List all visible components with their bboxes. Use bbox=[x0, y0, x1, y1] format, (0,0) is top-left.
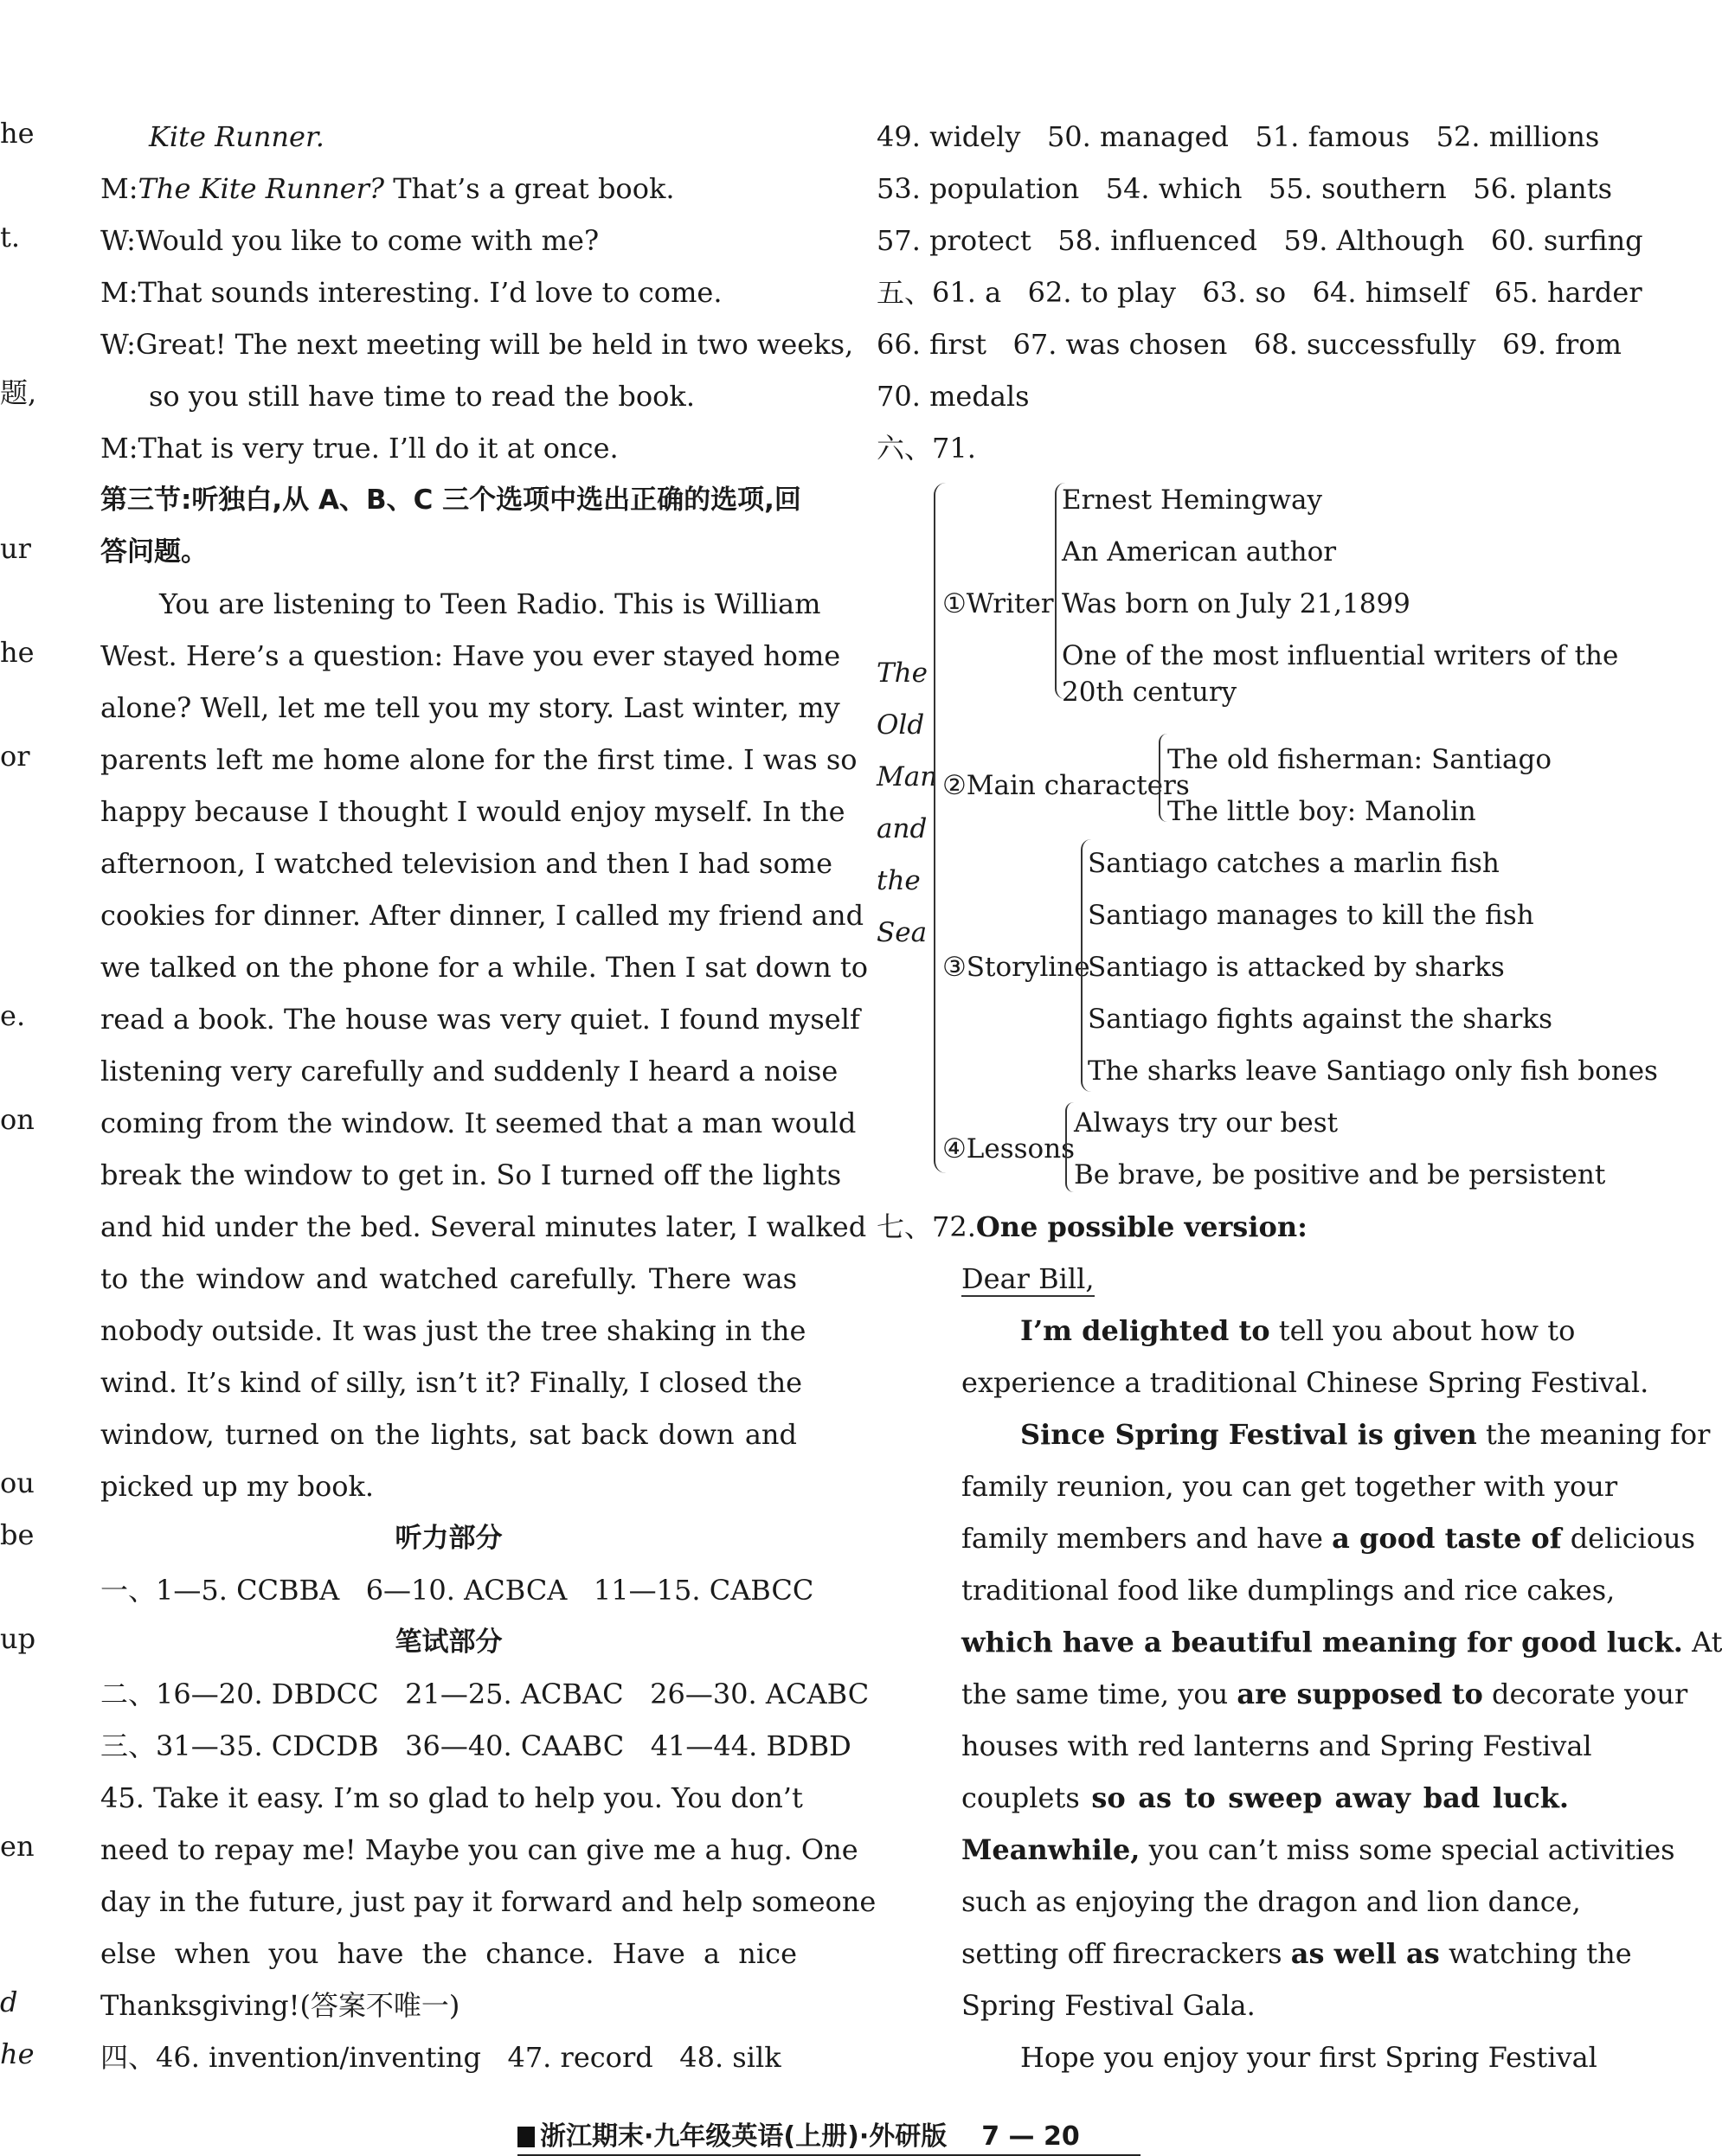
letter-line bbox=[961, 1824, 1675, 1876]
dialogue-text: Would you like to come with me? bbox=[135, 224, 600, 257]
outline-writer-item: An American author bbox=[1062, 536, 1337, 568]
letter-greeting bbox=[961, 1253, 1569, 1305]
listening-heading: 听力部分 bbox=[395, 1523, 503, 1554]
monologue-line: window, turned on the lights, sat back down and bbox=[100, 1418, 797, 1451]
dialogue-line bbox=[100, 163, 797, 215]
lessons-brace bbox=[1065, 1102, 1074, 1192]
letter-text: family members and have bbox=[961, 1522, 1333, 1555]
monologue-line: afternoon, I watched television and then I had some bbox=[100, 847, 833, 880]
answer-section-3: 三、31—35. CDCDB 36—40. CAABC 41—44. BDBD bbox=[100, 1729, 851, 1762]
edge-fragment: or bbox=[0, 740, 30, 773]
letter-text: couplets bbox=[961, 1781, 1092, 1814]
letter-bold: Meanwhile, bbox=[961, 1833, 1141, 1866]
letter-text: the same time, you bbox=[961, 1678, 1237, 1710]
letter-line bbox=[961, 1668, 1688, 1720]
kite-runner-tail: Kite Runner. bbox=[149, 120, 324, 153]
edge-fragment: e. bbox=[0, 999, 26, 1032]
answer-45-line: day in the future, just pay it forward and help someone bbox=[100, 1885, 877, 1918]
letter-bold: so as to sweep away bad luck. bbox=[1091, 1781, 1570, 1814]
letter-line bbox=[961, 1512, 1696, 1564]
outline-characters-item: The old fisherman: Santiago bbox=[1167, 744, 1552, 775]
speaker: M: bbox=[100, 172, 138, 205]
monologue-line: listening very carefully and suddenly I heard a noise bbox=[100, 1055, 839, 1088]
footer-square-icon bbox=[517, 2127, 535, 2147]
section3-title: 第三节:听独白,从 A、B、C 三个选项中选出正确的选项,回 bbox=[100, 484, 801, 516]
monologue bbox=[100, 578, 868, 1512]
outline-title-word: Old bbox=[877, 709, 925, 741]
letter-line: Hope you enjoy your first Spring Festival bbox=[1020, 2041, 1597, 2074]
letter-line bbox=[961, 1408, 1711, 1460]
edge-fragment: up bbox=[0, 1622, 36, 1655]
outline-storyline-label: ③Storyline bbox=[942, 952, 1090, 983]
edge-fragment: 题, bbox=[0, 376, 37, 409]
answer-section-4-cont: 49. widely 50. managed 51. famous 52. millions bbox=[877, 120, 1600, 153]
edge-fragment: he bbox=[0, 2037, 35, 2070]
letter-bold: as well as bbox=[1290, 1937, 1440, 1970]
answer-section-4-cont: 53. population 54. which 55. southern 56. plants bbox=[877, 172, 1612, 205]
answer-45 bbox=[100, 1772, 877, 2031]
monologue-line: to the window and watched carefully. There was bbox=[100, 1262, 797, 1295]
edge-fragment: d bbox=[0, 1986, 18, 2018]
book-outline bbox=[877, 474, 1658, 1201]
right-column bbox=[877, 111, 1722, 2083]
letter-bold: Since Spring Festival is given bbox=[1020, 1418, 1477, 1451]
outline-writer-item: Was born on July 21,1899 bbox=[1062, 588, 1410, 619]
edge-fragment: be bbox=[0, 1518, 35, 1551]
letter-text: decorate your bbox=[1482, 1678, 1688, 1710]
outline-lessons-item: Always try our best bbox=[1074, 1107, 1339, 1139]
dialogue-line bbox=[100, 422, 797, 474]
outline-storyline-item: Santiago fights against the sharks bbox=[1088, 1004, 1553, 1035]
left-column bbox=[100, 111, 877, 2083]
answer-45-line: 45. Take it easy. I’m so glad to help you. You don’t bbox=[100, 1781, 803, 1814]
monologue-line: You are listening to Teen Radio. This is William bbox=[159, 587, 821, 620]
answer-section-5: 66. first 67. was chosen 68. successfully 69. from bbox=[877, 328, 1622, 361]
edge-fragment: ou bbox=[0, 1466, 35, 1499]
speaker: M: bbox=[100, 432, 138, 465]
characters-brace bbox=[1159, 734, 1167, 822]
monologue-line: coming from the window. It seemed that a man would bbox=[100, 1107, 857, 1139]
monologue-line: happy because I thought I would enjoy myself. In the bbox=[100, 795, 845, 828]
outline-title-word: The bbox=[877, 658, 928, 689]
dialogue-italic: The Kite Runner? bbox=[138, 172, 385, 205]
edge-fragment: he bbox=[0, 117, 35, 150]
dialogue bbox=[100, 163, 854, 474]
outline-storyline-item: Santiago is attacked by sharks bbox=[1088, 952, 1505, 983]
edge-fragment: en bbox=[0, 1830, 35, 1863]
footer-title: 浙江期末·九年级英语(上册)·外研版 bbox=[540, 2121, 948, 2152]
monologue-line: and hid under the bed. Several minutes later, I walked bbox=[100, 1210, 867, 1243]
monologue-line: West. Here’s a question: Have you ever stayed home bbox=[100, 639, 841, 672]
letter-line: such as enjoying the dragon and lion dance, bbox=[961, 1885, 1581, 1918]
answer-45-line: need to repay me! Maybe you can give me a hug. One bbox=[100, 1833, 858, 1866]
outline-storyline-item: Santiago catches a marlin fish bbox=[1088, 848, 1500, 879]
outline-title-word: Sea bbox=[877, 917, 928, 948]
outline-writer-item: Ernest Hemingway bbox=[1062, 484, 1323, 516]
answer-section-7 bbox=[877, 1201, 1569, 1253]
dialogue-text: Great! The next meeting will be held in two weeks, bbox=[135, 328, 854, 361]
speaker: W: bbox=[100, 224, 136, 257]
section3-title-cont: 答问题。 bbox=[100, 536, 208, 568]
dialogue-line bbox=[100, 215, 797, 266]
letter-line: experience a traditional Chinese Spring Festival. bbox=[961, 1366, 1649, 1399]
monologue-line: break the window to get in. So I turned off the lights bbox=[100, 1158, 842, 1191]
letter-text: tell you about how to bbox=[1269, 1314, 1576, 1347]
letter-text: setting off firecrackers bbox=[961, 1937, 1291, 1970]
speaker: M: bbox=[100, 276, 138, 309]
speaker: W: bbox=[100, 328, 136, 361]
answer-section-6-label: 六、71. bbox=[877, 432, 976, 465]
dialogue-text: so you still have time to read the book. bbox=[149, 380, 695, 413]
letter-bold: are supposed to bbox=[1237, 1678, 1483, 1710]
letter-line bbox=[961, 1772, 1569, 1824]
dialogue-line bbox=[100, 266, 797, 318]
monologue-line: alone? Well, let me tell you my story. Last winter, my bbox=[100, 691, 840, 724]
outline-writer-item: One of the most influential writers of the bbox=[1062, 640, 1619, 671]
letter-line bbox=[961, 1616, 1722, 1668]
outline-characters-item: The little boy: Manolin bbox=[1167, 796, 1476, 827]
letter-line: Spring Festival Gala. bbox=[961, 1989, 1256, 2022]
dialogue-text: That sounds interesting. I’d love to come. bbox=[138, 276, 723, 309]
letter-line: traditional food like dumplings and rice cakes, bbox=[961, 1574, 1616, 1607]
edge-fragment: t. bbox=[0, 221, 21, 253]
answer-section-7-label: 七、72. bbox=[877, 1210, 976, 1243]
outline-title-word: Man bbox=[877, 761, 938, 792]
outline-title-word: and bbox=[877, 813, 928, 844]
answer-section-7-version: One possible version: bbox=[975, 1210, 1308, 1243]
edge-fragment: ur bbox=[0, 532, 31, 565]
letter-text: watching the bbox=[1439, 1937, 1632, 1970]
outline-writer-label: ①Writer bbox=[942, 588, 1054, 619]
letter-line: family reunion, you can get together with your bbox=[961, 1470, 1618, 1503]
dialogue-text: That’s a great book. bbox=[384, 172, 675, 205]
outline-lessons-label: ④Lessons bbox=[942, 1133, 1076, 1165]
letter-line: houses with red lanterns and Spring Festival bbox=[961, 1729, 1592, 1762]
answer-section-1: 一、1—5. CCBBA 6—10. ACBCA 11—15. CABCC bbox=[100, 1574, 814, 1607]
monologue-line: parents left me home alone for the first time. I was so bbox=[100, 743, 858, 776]
dialogue-text: That is very true. I’ll do it at once. bbox=[138, 432, 619, 465]
outline-storyline-item: The sharks leave Santiago only fish bones bbox=[1088, 1056, 1658, 1087]
answer-section-5: 70. medals bbox=[877, 380, 1030, 413]
dialogue-line bbox=[100, 318, 854, 370]
monologue-line: picked up my book. bbox=[100, 1470, 375, 1503]
outline-storyline-item: Santiago manages to kill the fish bbox=[1088, 900, 1534, 931]
answer-section-2: 二、16—20. DBDCC 21—25. ACBAC 26—30. ACABC bbox=[100, 1678, 870, 1710]
letter-bold: which have a beautiful meaning for good luck. bbox=[961, 1626, 1683, 1659]
outline-characters-label: ②Main characters bbox=[942, 770, 1190, 801]
letter-text: the meaning for bbox=[1476, 1418, 1711, 1451]
edge-fragment: on bbox=[0, 1103, 35, 1136]
letter-text: you can’t miss some special activities bbox=[1140, 1833, 1675, 1866]
sample-letter bbox=[877, 1253, 1722, 2083]
answer-section-4-cont: 57. protect 58. influenced 59. Although 60. surfing bbox=[877, 224, 1643, 257]
monologue-line: wind. It’s kind of silly, isn’t it? Finally, I closed the bbox=[100, 1366, 803, 1399]
answer-section-5: 五、61. a 62. to play 63. so 64. himself 65. harder bbox=[877, 276, 1642, 309]
page-number: 7 — 20 bbox=[981, 2121, 1080, 2152]
answer-section-4: 四、46. invention/inventing 47. record 48. silk bbox=[100, 2041, 781, 2074]
page-footer bbox=[517, 2120, 1141, 2156]
letter-line bbox=[961, 1305, 1576, 1357]
letter-bold: I’m delighted to bbox=[1020, 1314, 1270, 1347]
letter-greeting-text: Dear Bill, bbox=[961, 1262, 1095, 1295]
monologue-line: cookies for dinner. After dinner, I called my friend and bbox=[100, 899, 864, 932]
answer-45-line: Thanksgiving!(答案不唯一) bbox=[100, 1989, 460, 2022]
edge-fragment: he bbox=[0, 636, 35, 669]
outline-writer-item: 20th century bbox=[1062, 677, 1237, 708]
letter-bold: a good taste of bbox=[1332, 1522, 1562, 1555]
letter-text: delicious bbox=[1561, 1522, 1696, 1555]
monologue-line: read a book. The house was very quiet. I found myself bbox=[100, 1003, 860, 1036]
letter-line bbox=[961, 1928, 1632, 1980]
answer-45-line: else when you have the chance. Have a nice bbox=[100, 1937, 797, 1970]
outline-lessons-item: Be brave, be positive and be persistent bbox=[1074, 1159, 1606, 1190]
monologue-line: nobody outside. It was just the tree shaking in the bbox=[100, 1314, 806, 1347]
writing-heading: 笔试部分 bbox=[395, 1627, 503, 1658]
outline-title-word: the bbox=[877, 865, 921, 896]
letter-text: At bbox=[1682, 1626, 1722, 1659]
monologue-line: we talked on the phone for a while. Then I sat down to bbox=[100, 951, 868, 984]
dialogue-line bbox=[100, 370, 797, 422]
